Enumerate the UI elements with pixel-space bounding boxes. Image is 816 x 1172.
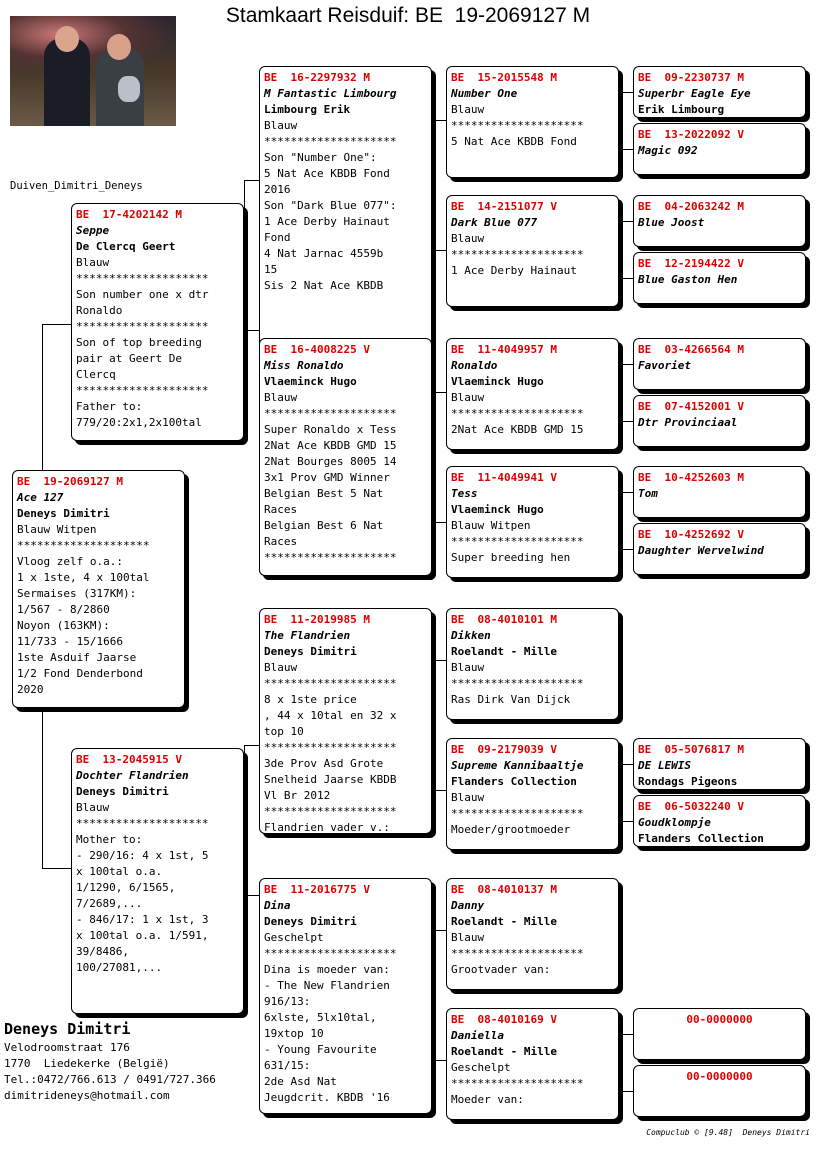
- pigeon-info-line: ********************: [451, 677, 584, 690]
- pedigree-connector: [244, 745, 259, 746]
- pigeon-owner: Roelandt - Mille: [451, 915, 557, 928]
- pigeon-info-line: x 100tal o.a.: [76, 865, 163, 878]
- pigeon-name: Dark Blue 077: [451, 216, 538, 229]
- pedigree-connector: [619, 221, 620, 278]
- pedigree-connector: [432, 522, 446, 523]
- pigeon-owner: Flanders Collection: [451, 775, 577, 788]
- pigeon-info-line: ********************: [451, 407, 584, 420]
- pigeon-info-line: 3de Prov Asd Grote: [264, 757, 384, 770]
- pigeon-info-line: Blauw: [264, 391, 298, 404]
- pigeon-info-line: 1 x 1ste, 4 x 100tal: [17, 571, 150, 584]
- pigeon-info-line: 1/567 - 8/2860: [17, 603, 110, 616]
- pigeon-card-gg6[interactable]: [446, 738, 619, 850]
- pigeon-card-gg3[interactable]: [446, 338, 619, 450]
- pigeon-info-line: Geschelpt: [264, 931, 324, 944]
- pigeon-card-c1[interactable]: [12, 470, 185, 708]
- pigeon-info-line: Grootvader van:: [451, 963, 551, 976]
- pigeon-info-line: 2de Asd Nat: [264, 1075, 337, 1088]
- pigeon-info-line: Blauw: [451, 791, 485, 804]
- pigeon-card-gg2[interactable]: [446, 195, 619, 307]
- pigeon-card-ggg7[interactable]: [633, 466, 806, 518]
- pigeon-info-line: Mother to:: [76, 833, 143, 846]
- pigeon-card-ggg11[interactable]: [633, 738, 806, 790]
- pigeon-name: Dtr Provinciaal: [638, 416, 738, 429]
- pigeon-info-line: - The New Flandrien: [264, 979, 390, 992]
- pigeon-info-line: Races: [264, 503, 298, 516]
- pedigree-connector: [619, 821, 633, 822]
- ring-number: BE 13-2022092 V: [638, 128, 744, 141]
- pigeon-info-line: Blauw Witpen: [451, 519, 531, 532]
- pigeon-name: Danny: [451, 899, 485, 912]
- pigeon-card-ggg5[interactable]: [633, 338, 806, 390]
- pigeon-card-ggg2[interactable]: [633, 123, 806, 175]
- pigeon-card-gg5[interactable]: [446, 608, 619, 720]
- pedigree-connector: [42, 324, 71, 325]
- pigeon-name: M Fantastic Limbourg: [264, 87, 397, 100]
- pigeon-info-line: 11/733 - 15/1666: [17, 635, 123, 648]
- pigeon-card-ggg3[interactable]: [633, 195, 806, 247]
- owner-photo: [10, 16, 176, 126]
- pedigree-connector: [619, 92, 620, 149]
- footer-credit: Compuclub © [9.48] Deneys Dimitri: [646, 1128, 810, 1137]
- pedigree-connector: [244, 330, 245, 335]
- pigeon-info-line: 1/1290, 6/1565,: [76, 881, 176, 894]
- owner-address: [4, 1018, 216, 1104]
- ring-number: BE 09-2179039 V: [451, 743, 557, 756]
- ring-number: BE 17-4202142 M: [76, 208, 182, 221]
- pigeon-info-line: 1 Ace Derby Hainaut: [451, 264, 577, 277]
- ring-number: 00-0000000: [686, 1013, 753, 1026]
- pigeon-info-line: Races: [264, 535, 298, 548]
- pedigree-connector: [619, 149, 633, 150]
- pigeon-owner: Flanders Collection: [638, 832, 764, 845]
- pigeon-info-line: Son number one x dtr: [76, 288, 209, 301]
- pigeon-info-line: Blauw: [264, 119, 298, 132]
- pedigree-connector: [619, 492, 620, 549]
- pedigree-connector: [619, 1091, 633, 1092]
- pigeon-info-line: Son of top breeding: [76, 336, 202, 349]
- pigeon-info-line: Geschelpt: [451, 1061, 511, 1074]
- pigeon-card-ggg1[interactable]: [633, 66, 806, 118]
- pigeon-info-line: Flandrien vader v.:: [264, 821, 390, 834]
- pigeon-card-ggg12[interactable]: [633, 795, 806, 847]
- pedigree-connector: [244, 330, 259, 331]
- pedigree-connector: [432, 930, 446, 931]
- pigeon-name: Daniella: [451, 1029, 504, 1042]
- pigeon-owner: Erik Limbourg: [638, 103, 725, 116]
- photo-caption: Duiven_Dimitri_Deneys: [10, 180, 143, 192]
- pigeon-info-line: Ras Dirk Van Dijck: [451, 693, 571, 706]
- pigeon-owner: Deneys Dimitri: [264, 645, 357, 658]
- pigeon-info-line: Son "Number One":: [264, 151, 377, 164]
- pedigree-connector: [619, 764, 620, 821]
- ring-number: BE 09-2230737 M: [638, 71, 744, 84]
- pigeon-owner: Roelandt - Mille: [451, 645, 557, 658]
- pedigree-connector: [619, 492, 633, 493]
- pigeon-info-line: ********************: [451, 119, 584, 132]
- pigeon-info-line: Blauw: [451, 232, 485, 245]
- pigeon-info-line: ********************: [451, 807, 584, 820]
- pigeon-info-line: Blauw: [451, 391, 485, 404]
- pigeon-info-line: Blauw: [451, 931, 485, 944]
- ring-number: BE 10-4252603 M: [638, 471, 744, 484]
- pigeon-card-ggg6[interactable]: [633, 395, 806, 447]
- pigeon-card-ggg4[interactable]: [633, 252, 806, 304]
- pigeon-info-line: Jeugdcrit. KBDB '16: [264, 1091, 390, 1104]
- pedigree-connector: [42, 324, 43, 470]
- pedigree-connector: [432, 250, 446, 251]
- pigeon-info-line: ********************: [264, 407, 397, 420]
- owner-phone: Tel.:0472/766.613 / 0491/727.366: [4, 1073, 216, 1086]
- pigeon-info-line: 779/20:2x1,2x100tal: [76, 416, 202, 429]
- ring-number: BE 03-4266564 M: [638, 343, 744, 356]
- owner-email: dimitrideneys@hotmail.com: [4, 1089, 170, 1102]
- pigeon-info-line: ********************: [264, 135, 397, 148]
- pedigree-connector: [619, 1034, 620, 1091]
- pigeon-card-c3[interactable]: [71, 748, 244, 1014]
- pigeon-info-line: Blauw Witpen: [17, 523, 97, 536]
- owner-street: Velodroomstraat 176: [4, 1041, 130, 1054]
- ring-number: BE 04-2063242 M: [638, 200, 744, 213]
- ring-number: BE 15-2015548 M: [451, 71, 557, 84]
- pigeon-info-line: 2Nat Bourges 8005 14: [264, 455, 397, 468]
- pigeon-info-line: Blauw: [76, 801, 110, 814]
- pigeon-name: Ronaldo: [451, 359, 498, 372]
- pigeon-name: Supreme Kannibaaltje: [451, 759, 584, 772]
- pigeon-info-line: ********************: [264, 741, 397, 754]
- pigeon-info-line: Father to:: [76, 400, 143, 413]
- pedigree-connector: [432, 1060, 446, 1061]
- pigeon-name: Magic 092: [638, 144, 698, 157]
- pigeon-info-line: Vl Br 2012: [264, 789, 331, 802]
- pigeon-card-g3[interactable]: [259, 608, 432, 834]
- pigeon-info-line: 15: [264, 263, 278, 276]
- pedigree-connector: [432, 120, 446, 121]
- ring-number: BE 08-4010169 V: [451, 1013, 557, 1026]
- pigeon-info-line: - Young Favourite: [264, 1043, 377, 1056]
- pigeon-info-line: ********************: [451, 947, 584, 960]
- pigeon-name: Tom: [638, 487, 658, 500]
- pigeon-info-line: ********************: [76, 817, 209, 830]
- pigeon-info-line: 631/15:: [264, 1059, 311, 1072]
- pigeon-name: Blue Joost: [638, 216, 705, 229]
- pigeon-info-line: Clercq: [76, 368, 116, 381]
- pigeon-card-gg4[interactable]: [446, 466, 619, 578]
- ring-number: BE 07-4152001 V: [638, 400, 744, 413]
- pigeon-name: Dina: [264, 899, 291, 912]
- ring-number: BE 19-2069127 M: [17, 475, 123, 488]
- pigeon-name: Number One: [451, 87, 518, 100]
- pigeon-info-line: ********************: [76, 384, 209, 397]
- pigeon-info-line: 6xlste, 5lx10tal,: [264, 1011, 377, 1024]
- pedigree-connector: [432, 120, 433, 250]
- pigeon-card-gg7[interactable]: [446, 878, 619, 990]
- pigeon-info-line: Vloog zelf o.a.:: [17, 555, 123, 568]
- pigeon-name: Goudklompje: [638, 816, 711, 829]
- pigeon-info-line: ********************: [451, 1077, 584, 1090]
- pigeon-info-line: 39/8486,: [76, 945, 129, 958]
- pedigree-connector: [432, 392, 433, 522]
- owner-city: 1770 Liedekerke (België): [4, 1057, 170, 1070]
- pedigree-connector: [619, 92, 633, 93]
- pigeon-info-line: Ronaldo: [76, 304, 123, 317]
- pigeon-info-line: 7/2689,...: [76, 897, 143, 910]
- pedigree-connector: [619, 764, 633, 765]
- pigeon-info-line: ********************: [451, 535, 584, 548]
- pigeon-name: Favoriet: [638, 359, 691, 372]
- pigeon-info-line: x 100tal o.a. 1/591,: [76, 929, 209, 942]
- pigeon-info-line: ********************: [17, 539, 150, 552]
- pigeon-info-line: 1ste Asduif Jaarse: [17, 651, 137, 664]
- pigeon-info-line: Belgian Best 5 Nat: [264, 487, 384, 500]
- pigeon-info-line: ********************: [264, 551, 397, 564]
- pigeon-name: Daughter Wervelwind: [638, 544, 764, 557]
- pigeon-info-line: Sermaises (317KM):: [17, 587, 137, 600]
- pigeon-info-line: 19xtop 10: [264, 1027, 324, 1040]
- pigeon-info-line: 100/27081,...: [76, 961, 163, 974]
- pedigree-connector: [244, 180, 245, 330]
- ring-number: BE 16-4008225 V: [264, 343, 370, 356]
- pigeon-card-g4[interactable]: [259, 878, 432, 1114]
- pigeon-info-line: Sis 2 Nat Ace KBDB: [264, 279, 384, 292]
- pigeon-info-line: 8 x 1ste price: [264, 693, 357, 706]
- pigeon-info-line: , 44 x 10tal en 32 x: [264, 709, 397, 722]
- pedigree-connector: [619, 421, 633, 422]
- pigeon-name: Superbr Eagle Eye: [638, 87, 751, 100]
- pigeon-name: Miss Ronaldo: [264, 359, 344, 372]
- pigeon-info-line: 2Nat Ace KBDB GMD 15: [264, 439, 397, 452]
- ring-number: BE 06-5032240 V: [638, 800, 744, 813]
- pedigree-connector: [432, 660, 446, 661]
- pedigree-connector: [244, 745, 245, 895]
- pigeon-info-line: Fond: [264, 231, 291, 244]
- pigeon-info-line: ********************: [264, 805, 397, 818]
- pigeon-owner: Roelandt - Mille: [451, 1045, 557, 1058]
- pedigree-connector: [432, 930, 433, 1060]
- ring-number: BE 16-2297932 M: [264, 71, 370, 84]
- pigeon-info-line: ********************: [76, 272, 209, 285]
- pigeon-info-line: Noyon (163KM):: [17, 619, 110, 632]
- pedigree-connector: [619, 278, 633, 279]
- pigeon-card-g2[interactable]: [259, 338, 432, 576]
- pedigree-connector: [619, 221, 633, 222]
- pigeon-card-ggg16[interactable]: [633, 1065, 806, 1117]
- pigeon-info-line: Blauw: [76, 256, 110, 269]
- pigeon-owner: Deneys Dimitri: [76, 785, 169, 798]
- pigeon-info-line: 1/2 Fond Denderbond: [17, 667, 143, 680]
- pigeon-name: The Flandrien: [264, 629, 351, 642]
- pedigree-connector: [619, 364, 620, 421]
- pigeon-info-line: Blauw: [451, 661, 485, 674]
- pigeon-owner: Vlaeminck Hugo: [451, 375, 544, 388]
- pigeon-owner: Vlaeminck Hugo: [451, 503, 544, 516]
- pigeon-name: Tess: [451, 487, 478, 500]
- pigeon-info-line: ********************: [264, 677, 397, 690]
- pigeon-name: Ace 127: [17, 491, 64, 504]
- pedigree-connector: [619, 1034, 633, 1035]
- pedigree-connector: [244, 895, 259, 896]
- pedigree-connector: [619, 364, 633, 365]
- pigeon-card-gg8[interactable]: [446, 1008, 619, 1120]
- pedigree-connector: [244, 180, 259, 181]
- pigeon-name: Blue Gaston Hen: [638, 273, 738, 286]
- pedigree-connector: [42, 708, 43, 868]
- pigeon-name: Seppe: [76, 224, 110, 237]
- page-title: Stamkaart Reisduif: BE 19-2069127 M: [225, 4, 591, 27]
- ring-number: BE 14-2151077 V: [451, 200, 557, 213]
- pigeon-owner: Deneys Dimitri: [264, 915, 357, 928]
- ring-number: BE 08-4010101 M: [451, 613, 557, 626]
- pigeon-info-line: top 10: [264, 725, 304, 738]
- pigeon-name: Dikken: [451, 629, 491, 642]
- pigeon-info-line: 5 Nat Ace KBDB Fond: [264, 167, 390, 180]
- pigeon-info-line: Snelheid Jaarse KBDB: [264, 773, 397, 786]
- pigeon-info-line: 5 Nat Ace KBDB Fond: [451, 135, 577, 148]
- pigeon-owner: Vlaeminck Hugo: [264, 375, 357, 388]
- pigeon-info-line: 2020: [17, 683, 44, 696]
- pigeon-owner: Deneys Dimitri: [17, 507, 110, 520]
- ring-number: BE 12-2194422 V: [638, 257, 744, 270]
- pigeon-info-line: ********************: [264, 947, 397, 960]
- pigeon-card-ggg8[interactable]: [633, 523, 806, 575]
- ring-number: BE 05-5076817 M: [638, 743, 744, 756]
- pedigree-connector: [432, 660, 433, 790]
- pigeon-info-line: 916/13:: [264, 995, 311, 1008]
- ring-number: BE 13-2045915 V: [76, 753, 182, 766]
- ring-number: 00-0000000: [686, 1070, 753, 1083]
- pigeon-info-line: 3x1 Prov GMD Winner: [264, 471, 390, 484]
- ring-number: BE 11-4049957 M: [451, 343, 557, 356]
- ring-number: BE 08-4010137 M: [451, 883, 557, 896]
- pigeon-info-line: 1 Ace Derby Hainaut: [264, 215, 390, 228]
- pigeon-card-ggg15[interactable]: [633, 1008, 806, 1060]
- pigeon-card-c2[interactable]: [71, 203, 244, 441]
- pigeon-info-line: Blauw: [451, 103, 485, 116]
- pedigree-connector: [619, 549, 633, 550]
- pigeon-name: DE LEWIS: [638, 759, 691, 772]
- pigeon-card-gg1[interactable]: [446, 66, 619, 178]
- ring-number: BE 11-2019985 M: [264, 613, 370, 626]
- pigeon-info-line: 2016: [264, 183, 291, 196]
- pigeon-info-line: Belgian Best 6 Nat: [264, 519, 384, 532]
- ring-number: BE 11-4049941 V: [451, 471, 557, 484]
- pedigree-connector: [432, 790, 446, 791]
- pigeon-info-line: pair at Geert De: [76, 352, 182, 365]
- pigeon-info-line: Blauw: [264, 661, 298, 674]
- pigeon-info-line: 2Nat Ace KBDB GMD 15: [451, 423, 584, 436]
- pigeon-info-line: Moeder van:: [451, 1093, 524, 1106]
- pigeon-info-line: ********************: [76, 320, 209, 333]
- pigeon-info-line: - 290/16: 4 x 1st, 5: [76, 849, 209, 862]
- ring-number: BE 10-4252692 V: [638, 528, 744, 541]
- pigeon-info-line: ********************: [451, 248, 584, 261]
- pigeon-info-line: - 846/17: 1 x 1st, 3: [76, 913, 209, 926]
- pigeon-info-line: Moeder/grootmoeder: [451, 823, 571, 836]
- owner-name: Deneys Dimitri: [4, 1020, 131, 1038]
- ring-number: BE 11-2016775 V: [264, 883, 370, 896]
- pigeon-info-line: Super breeding hen: [451, 551, 571, 564]
- pigeon-owner: Rondags Pigeons: [638, 775, 738, 788]
- pigeon-info-line: Super Ronaldo x Tess: [264, 423, 397, 436]
- pigeon-info-line: Son "Dark Blue 077":: [264, 199, 397, 212]
- pigeon-info-line: 4 Nat Jarnac 4559b: [264, 247, 384, 260]
- pigeon-info-line: Dina is moeder van:: [264, 963, 390, 976]
- pigeon-owner: De Clercq Geert: [76, 240, 176, 253]
- pedigree-connector: [432, 392, 446, 393]
- pigeon-name: Dochter Flandrien: [76, 769, 189, 782]
- pedigree-connector: [42, 868, 71, 869]
- pigeon-owner: Limbourg Erik: [264, 103, 351, 116]
